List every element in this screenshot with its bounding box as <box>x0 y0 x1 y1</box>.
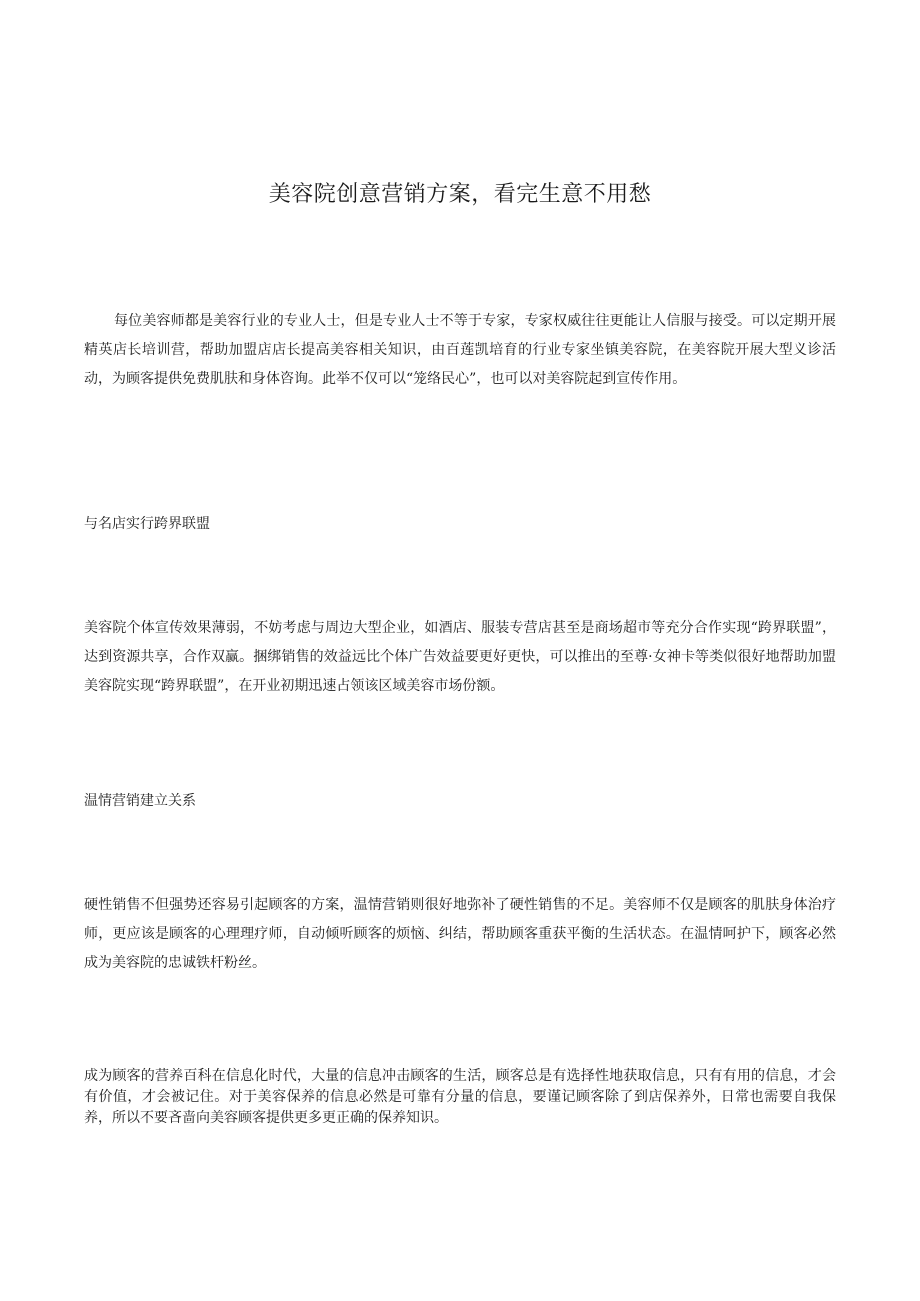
section-heading-cross-border-alliance: 与名店实行跨界联盟 <box>84 516 210 532</box>
section-heading-warm-marketing: 温情营销建立关系 <box>84 793 196 809</box>
document-title: 美容院创意营销方案，看完生意不用愁 <box>268 182 652 207</box>
paragraph-expert-consultation: 每位美容师都是美容行业的专业人士，但是专业人士不等于专家，专家权威往往更能让人信服与接受。可以定期开展精英店长培训营，帮助加盟店店长提高美容相关知识，由百莲凯培育的行业专家坐镇美容院，在美容院开展大型义诊活动，为顾客提供免费肌肤和身体咨询。此举不仅可以“笼络民心”，也可以对美容院起到宣传作用。 <box>84 313 836 387</box>
paragraph-cross-border-alliance: 美容院个体宣传效果薄弱，不妨考虑与周边大型企业，如酒店、服装专营店甚至是商场超市等充分合作实现“跨界联盟”，达到资源共享，合作双赢。捆绑销售的效益远比个体广告效益要更好更快，可以推出的至尊·女神卡等类似很好地帮助加盟美容院实现“跨界联盟”，在开业初期迅速占领该区域美容市场份额。 <box>84 620 836 694</box>
paragraph-warm-marketing: 硬性销售不但强势还容易引起顾客的方案，温情营销则很好地弥补了硬性销售的不足。美容师不仅是顾客的肌肤身体治疗师，更应该是顾客的心理理疗师，自动倾听顾客的烦恼、纠结，帮助顾客重获平衡的生活状态。在温情呵护下，顾客必然成为美容院的忠诚铁杆粉丝。 <box>84 897 836 971</box>
paragraph-nutrition-encyclopedia: 成为顾客的营养百科在信息化时代，大量的信息冲击顾客的生活，顾客总是有选择性地获取信息，只有有用的信息，才会有价值，才会被记住。对于美容保养的信息必然是可靠有分量的信息，要谨记顾客除了到店保养外，日常也需要自我保养，所以不要吝啬向美容顾客提供更多更正确的保养知识。 <box>84 1068 836 1126</box>
